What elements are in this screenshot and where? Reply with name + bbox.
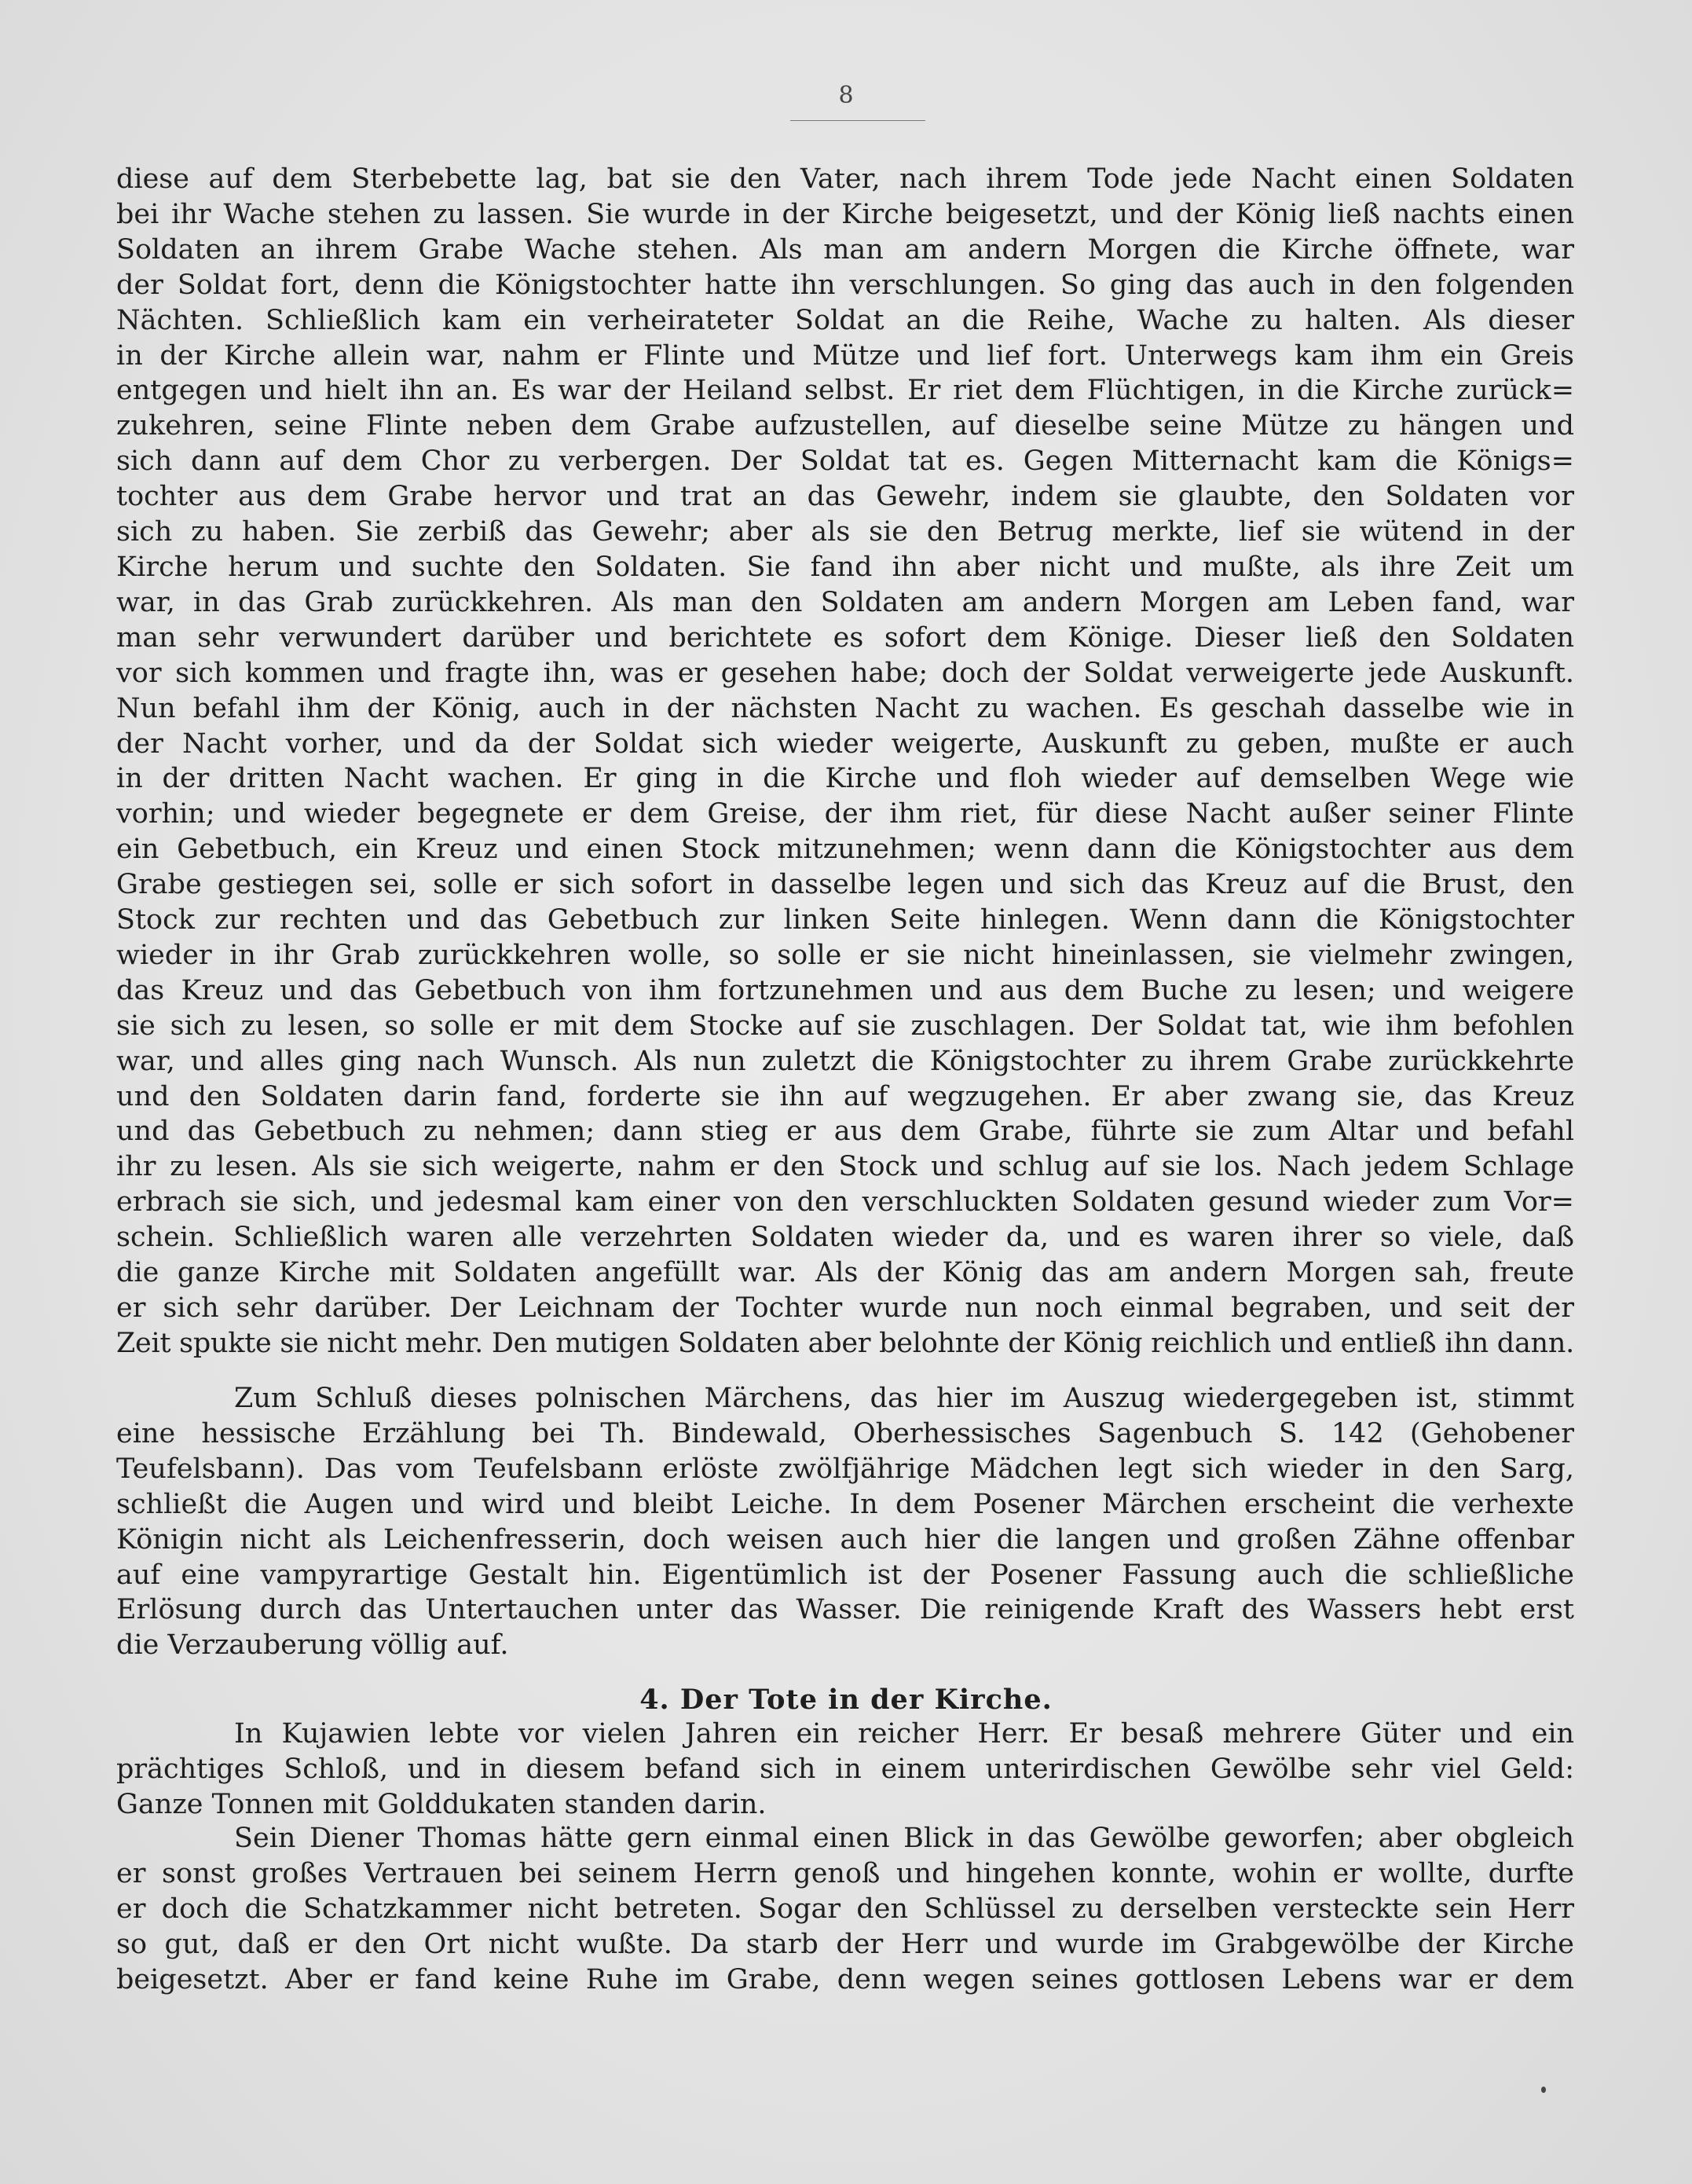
page-number: 8 bbox=[838, 82, 854, 109]
text-line: und das Gebetbuch zu nehmen; dann stieg er aus dem Grabe, führte sie zum Altar und befahl bbox=[116, 1116, 1574, 1148]
text-line: sie sich zu lesen, so solle er mit dem Stocke auf sie zuschlagen. Der Soldat tat, wie ihm befohlen bbox=[116, 1010, 1574, 1042]
text-line: war, und alles ging nach Wunsch. Als nun zuletzt die Königstochter zu ihrem Grabe zurückkehrte bbox=[116, 1045, 1574, 1077]
paragraph-1 bbox=[116, 162, 1574, 1361]
text-line: beigesetzt. Aber er fand keine Ruhe im Grabe, denn wegen seines gottlosen Lebens war er dem bbox=[116, 1963, 1574, 1995]
section-heading: 4. Der Tote in der Kirche. bbox=[639, 1684, 1053, 1716]
text-line: vorhin; und wieder begegnete er dem Greise, der ihm riet, für diese Nacht außer seiner Flinte bbox=[116, 798, 1574, 830]
text-line: erbrach sie sich, und jedesmal kam einer von den verschluckten Soldaten gesund wieder zum Vor= bbox=[116, 1186, 1574, 1218]
text-line: vor sich kommen und fragte ihn, was er gesehen habe; doch der Soldat verweigerte jede Auskunft. bbox=[116, 657, 1574, 689]
text-line: diese auf dem Sterbebette lag, bat sie den Vater, nach ihrem Tode jede Nacht einen Soldaten bbox=[116, 163, 1574, 195]
text-line: und den Soldaten darin fand, forderte sie ihn auf wegzugehen. Er aber zwang sie, das Kreuz bbox=[116, 1080, 1574, 1112]
paragraph-2 bbox=[116, 1381, 1574, 1663]
text-line: schließt die Augen und wird und bleibt Leiche. In dem Posener Märchen erscheint die verhexte bbox=[116, 1488, 1574, 1520]
text-line: er sonst großes Vertrauen bei seinem Herrn genoß und hingehen konnte, wohin er wollte, durfte bbox=[116, 1857, 1574, 1889]
text-line: eine hessische Erzählung bei Th. Bindewald, Oberhessisches Sagenbuch S. 142 (Gehobener bbox=[116, 1417, 1574, 1449]
text-line: der Soldat fort, denn die Königstochter hatte ihn verschlungen. So ging das auch in den folgenden bbox=[116, 269, 1574, 301]
text-line: in der Kirche allein war, nahm er Flinte und Mütze und lief fort. Unterwegs kam ihm ein Greis bbox=[116, 339, 1574, 372]
text-line: die ganze Kirche mit Soldaten angefüllt war. Als der König das am andern Morgen sah, freute bbox=[116, 1257, 1574, 1289]
text-line: er doch die Schatzkammer nicht betreten. Sogar den Schlüssel zu derselben versteckte sein Herr bbox=[116, 1893, 1574, 1925]
text-line: zukehren, seine Flinte neben dem Grabe aufzustellen, auf dieselbe seine Mütze zu hängen und bbox=[116, 410, 1574, 442]
text-line: bei ihr Wache stehen zu lassen. Sie wurde in der Kirche beigesetzt, und der König ließ nachts einen bbox=[116, 198, 1574, 230]
text-line: Soldaten an ihrem Grabe Wache stehen. Als man am andern Morgen die Kirche öffnete, war bbox=[116, 233, 1574, 266]
text-line: ihr zu lesen. Als sie sich weigerte, nahm er den Stock und schlug auf sie los. Nach jedem Schlage bbox=[116, 1151, 1574, 1183]
text-line: Nun befahl ihm der König, auch in der nächsten Nacht zu wachen. Es geschah dasselbe wie in bbox=[116, 692, 1574, 724]
text-line: tochter aus dem Grabe hervor und trat an das Gewehr, indem sie glaubte, den Soldaten vor bbox=[116, 481, 1574, 513]
text-line: Zum Schluß dieses polnischen Märchens, das hier im Auszug wiedergegeben ist, stimmt bbox=[234, 1383, 1574, 1414]
text-line: Erlösung durch das Untertauchen unter das Wasser. Die reinigende Kraft des Wassers hebt erst bbox=[116, 1594, 1574, 1626]
text-line: in der dritten Nacht wachen. Er ging in die Kirche und floh wieder auf demselben Wege wie bbox=[116, 763, 1574, 795]
text-line: In Kujawien lebte vor vielen Jahren ein reicher Herr. Er besaß mehrere Güter und ein bbox=[234, 1718, 1574, 1750]
text-line: der Nacht vorher, und da der Soldat sich wieder weigerte, Auskunft zu geben, mußte er auch bbox=[116, 727, 1574, 760]
paragraph-3 bbox=[116, 1717, 1574, 1823]
text-line: Teufelsbann). Das vom Teufelsbann erlöste zwölfjährige Mädchen legt sich wieder in den Sarg, bbox=[116, 1453, 1574, 1485]
text-line: Ganze Tonnen mit Golddukaten standen darin. bbox=[116, 1788, 767, 1820]
text-line: das Kreuz und das Gebetbuch von ihm fortzunehmen und aus dem Buche zu lesen; und weigere bbox=[116, 974, 1574, 1006]
text-line: Grabe gestiegen sei, solle er sich sofort in dasselbe legen und sich das Kreuz auf die Brust, den bbox=[116, 869, 1574, 901]
text-line: Sein Diener Thomas hätte gern einmal einen Blick in das Gewölbe geworfen; aber obgleich bbox=[234, 1823, 1574, 1854]
text-line: die Verzauberung völlig auf. bbox=[116, 1629, 509, 1662]
text-line: man sehr verwundert darüber und berichtete es sofort dem Könige. Dieser ließ den Soldaten bbox=[116, 621, 1574, 654]
ink-speck bbox=[1541, 2087, 1546, 2093]
text-line: Zeit spukte sie nicht mehr. Den mutigen Soldaten aber belohnte der König reichlich und entließ ihn dann. bbox=[116, 1327, 1574, 1359]
text-line: ein Gebetbuch, ein Kreuz und einen Stock mitzunehmen; wenn dann die Königstochter aus dem bbox=[116, 834, 1574, 866]
text-line: auf eine vampyrartige Gestalt hin. Eigentümlich ist der Posener Fassung auch die schließliche bbox=[116, 1559, 1574, 1591]
header-rule bbox=[790, 120, 925, 121]
text-line: Königin nicht als Leichenfresserin, doch weisen auch hier die langen und großen Zähne offenbar bbox=[116, 1523, 1574, 1556]
text-line: Nächten. Schließlich kam ein verheirateter Soldat an die Reihe, Wache zu halten. Als dieser bbox=[116, 304, 1574, 336]
text-line: schein. Schließlich waren alle verzehrten Soldaten wieder da, und es waren ihrer so viele, daß bbox=[116, 1222, 1574, 1254]
text-line: wieder in ihr Grab zurückkehren wolle, so solle er sie nicht hineinlassen, sie vielmehr zwingen, bbox=[116, 939, 1574, 971]
text-line: war, in das Grab zurückkehren. Als man den Soldaten am andern Morgen am Leben fand, war bbox=[116, 586, 1574, 618]
text-line: sich dann auf dem Chor zu verbergen. Der Soldat tat es. Gegen Mitternacht kam die Königs= bbox=[116, 445, 1574, 478]
text-line: er sich sehr darüber. Der Leichnam der Tochter wurde nun noch einmal begraben, und seit der bbox=[116, 1292, 1574, 1324]
text-line: prächtiges Schloß, und in diesem befand sich in einem unterirdischen Gewölbe sehr viel Geld: bbox=[116, 1753, 1574, 1785]
text-line: so gut, daß er den Ort nicht wußte. Da starb der Herr und wurde im Grabgewölbe der Kirche bbox=[116, 1928, 1574, 1960]
text-line: Stock zur rechten und das Gebetbuch zur linken Seite hinlegen. Wenn dann die Königstochter bbox=[116, 904, 1574, 936]
paragraph-4 bbox=[116, 1821, 1574, 1998]
text-line: sich zu haben. Sie zerbiß das Gewehr; aber als sie den Betrug merkte, lief sie wütend in der bbox=[116, 516, 1574, 548]
text-line: entgegen und hielt ihn an. Es war der Heiland selbst. Er riet dem Flüchtigen, in die Kirche zurück= bbox=[116, 375, 1574, 407]
text-line: Kirche herum und suchte den Soldaten. Sie fand ihn aber nicht und mußte, als ihre Zeit um bbox=[116, 551, 1574, 583]
